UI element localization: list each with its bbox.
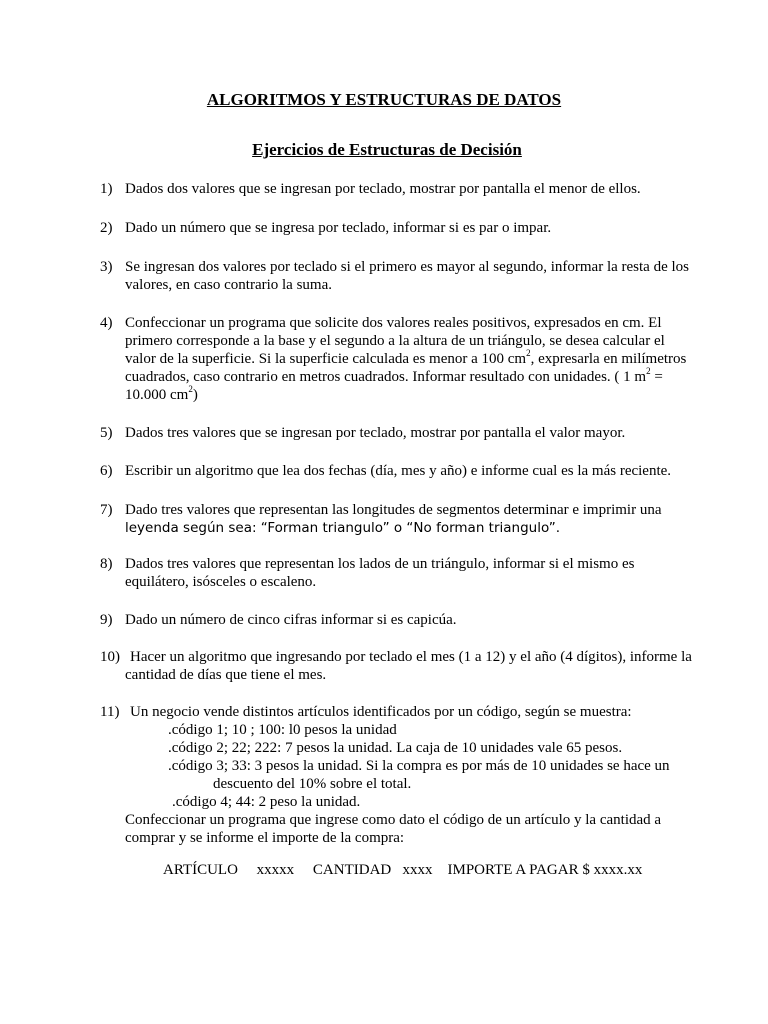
exercise-10: 10) Hacer un algoritmo que ingresando por teclado el mes (1 a 12) y el año (4 dígitos), informe la cantidad de días que tiene el mes.: [100, 649, 692, 683]
exercise-9: 9) Dado un número de cinco cifras informar si es capicúa.: [100, 612, 457, 628]
document-title: ALGORITMOS Y ESTRUCTURAS DE DATOS: [206, 90, 562, 109]
code-line-3: .código 3; 33: 3 pesos la unidad. Si la compra es por más de 10 unidades se hace un: [168, 758, 670, 774]
exercise-4: 4) Confeccionar un programa que solicite dos valores reales positivos, expresados en cm. El primero corresponde a la base y el segundo a la altura de un triángulo, se desea calcular el valor de la superficie. Si la superficie calculada es menor a 100 $cm^2$, expresarla en milímetros cuadrados, caso contrario en metros cuadrados. Informar resultado con unidades. ( 1 $m^2$ = 10.000 $cm^2$): [100, 315, 687, 403]
exercise-8: 8) Dados tres valores que representan los lados de un triángulo, informar si el mismo es equilátero, isósceles o escaleno.: [100, 556, 635, 590]
document-subtitle: Ejercicios de Estructuras de Decisión: [252, 140, 522, 159]
code-line-3-cont: descuento del 10% sobre el total.: [213, 776, 412, 792]
exercise-7: 7) Dado tres valores que representan las longitudes de segmentos determinar e imprimir una leyenda según sea: “Forman triangulo” o “No forman triangulo”.: [100, 502, 662, 536]
exercise-5: 5) Dados tres valores que se ingresan por teclado, mostrar por pantalla el valor mayor.: [100, 425, 626, 441]
code-line-4: .código 4; 44: 2 peso la unidad.: [172, 794, 361, 810]
exercise-3: 3) Se ingresan dos valores por teclado si el primero es mayor al segundo, informar la resta de los valores, en caso contrario la suma.: [100, 259, 690, 293]
exercise-11: 11) Un negocio vende distintos artículos identificados por un código, según se muestra:: [100, 704, 632, 720]
exercise-6: 6) Escribir un algoritmo que lea dos fechas (día, mes y año) e informe cual es la más reciente.: [100, 463, 672, 479]
exercise-11-instruction-2: comprar y se informe el importe de la compra:: [125, 830, 405, 846]
exercise-11-instruction-1: Confeccionar un programa que ingrese como dato el código de un artículo y la cantidad a: [125, 812, 662, 828]
code-line-2: .código 2; 22; 222: 7 pesos la unidad. La caja de 10 unidades vale 65 pesos.: [168, 740, 623, 756]
exercise-1: 1) Dados dos valores que se ingresan por teclado, mostrar por pantalla el menor de ellos.: [100, 181, 641, 197]
code-line-1: .código 1; 10 ; 100: l0 pesos la unidad: [168, 722, 397, 738]
exercise-2: 2) Dado un número que se ingresa por teclado, informar si es par o impar.: [100, 220, 552, 236]
output-format-line: ARTÍCULO xxxxx CANTIDAD xxxx IMPORTE A PAGAR $ xxxx.xx: [163, 862, 643, 878]
